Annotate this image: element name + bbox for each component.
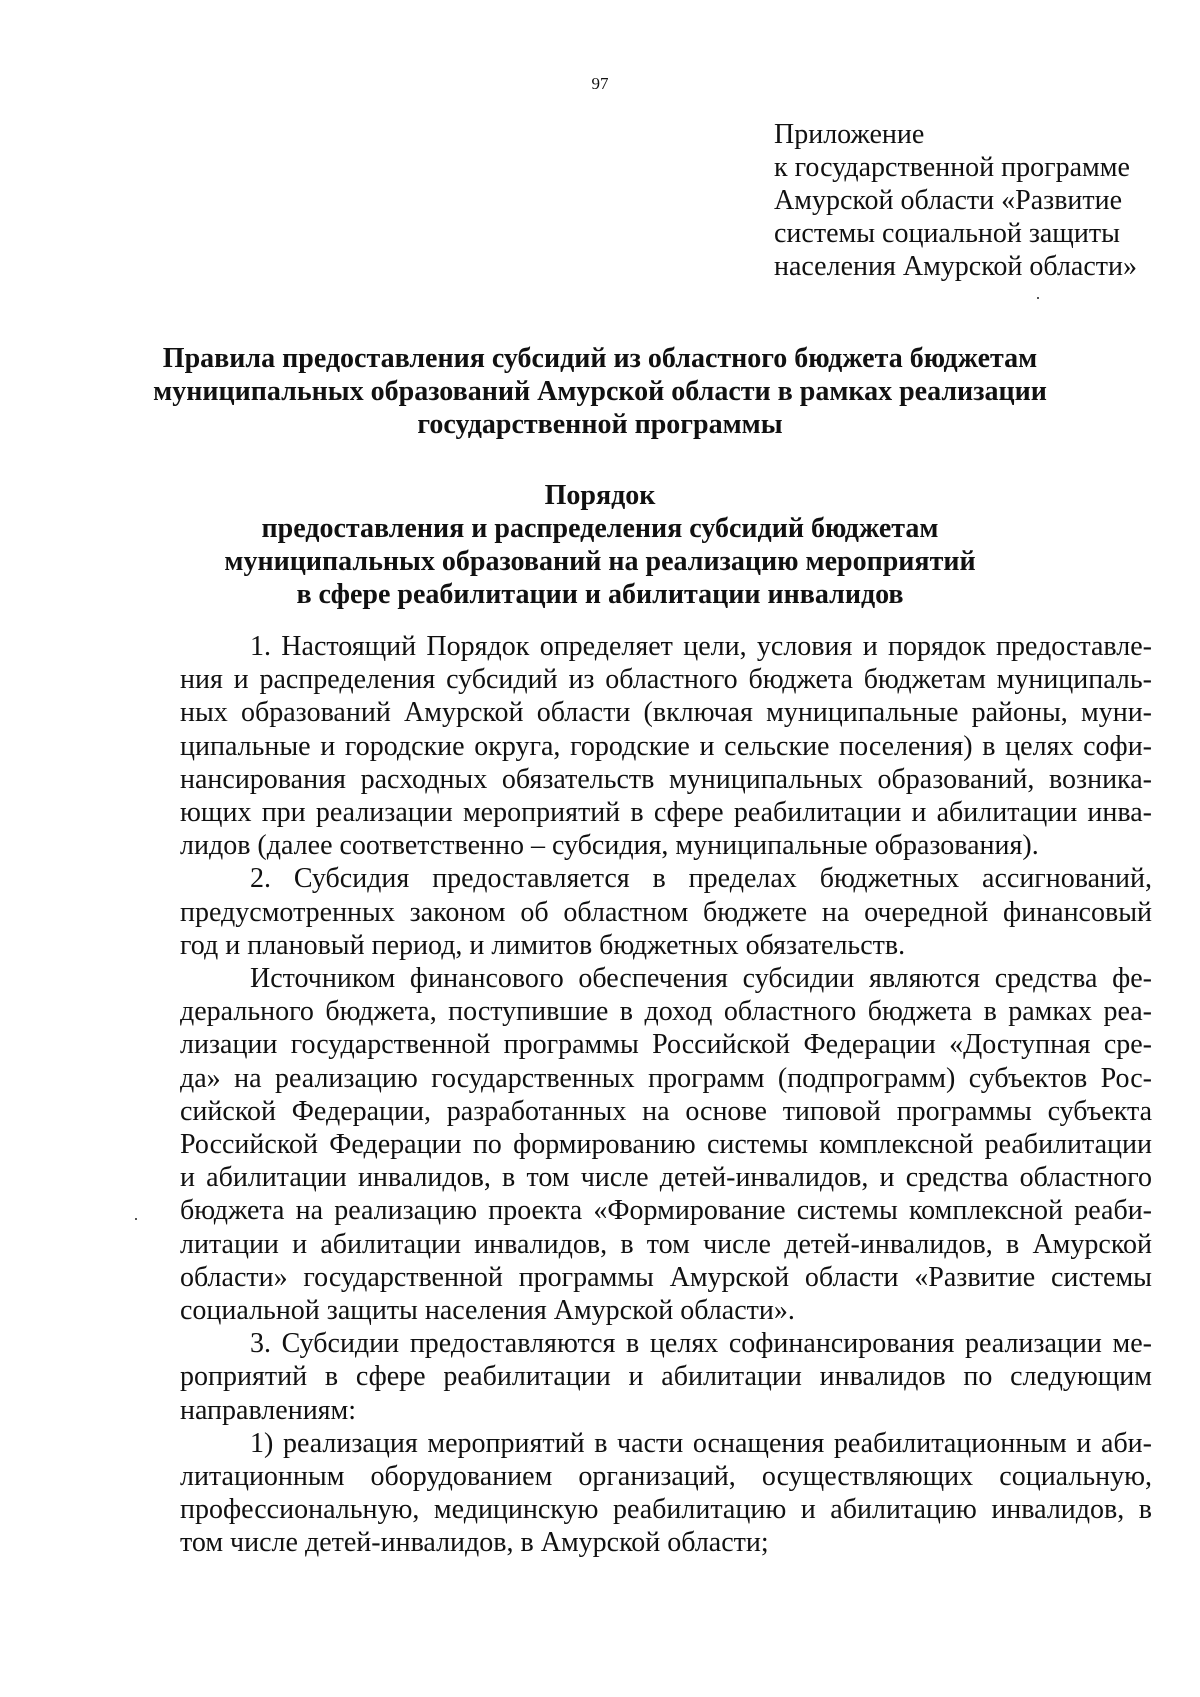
text-line: ных образований Амурской области (включая муниципальные районы, муни- (180, 697, 1152, 729)
text-line: 2. Субсидия предоставляется в пределах бюджетных ассигнований, (250, 863, 1152, 895)
text-line: социальной защиты населения Амурской области». (180, 1295, 795, 1327)
subtitle-line: предоставления и распределения субсидий бюджетам (261, 513, 939, 544)
title-line: государственной программы (417, 409, 783, 440)
text-line: лидов (далее соответственно – субсидия, муниципальные образования). (180, 830, 1039, 862)
appendix-line: Амурской области «Развитие (774, 185, 1123, 216)
document-body (180, 630, 1152, 1560)
text-line: Российской Федерации по формированию системы комплексной реабилитации (180, 1129, 1152, 1161)
subtitle-line: в сфере реабилитации и абилитации инвалидов (296, 579, 904, 610)
text-line: нансирования расходных обязательств муниципальных образований, возника- (180, 763, 1152, 795)
text-line: и абилитации инвалидов, в том числе детей-инвалидов, и средства областного (180, 1162, 1152, 1194)
text-line: области» государственной программы Амурской области «Развитие системы (180, 1261, 1152, 1293)
text-line: том числе детей-инвалидов, в Амурской области; (180, 1527, 769, 1559)
text-line: роприятий в сфере реабилитации и абилитации инвалидов по следующим (180, 1361, 1152, 1393)
appendix-line: населения Амурской области» (774, 251, 1137, 282)
text-line: 3. Субсидии предоставляются в целях софинансирования реализации ме- (250, 1328, 1152, 1360)
paragraph-3-item-1 (180, 1427, 1152, 1560)
text-line: 1. Настоящий Порядок определяет цели, условия и порядок предоставле- (250, 631, 1152, 662)
scan-speck (1037, 297, 1039, 299)
subtitle-line: Порядок (544, 480, 656, 511)
scan-speck (135, 1218, 137, 1220)
appendix-line: Приложение (774, 119, 925, 150)
paragraph-3 (180, 1327, 1152, 1427)
text-line: лизации государственной программы Российской Федерации «Доступная сре- (180, 1029, 1152, 1061)
paragraph-1 (180, 630, 1152, 862)
appendix-line: к государственной программе (774, 152, 1130, 183)
text-line: бюджета на реализацию проекта «Формирование системы комплексной реаби- (180, 1195, 1152, 1227)
subtitle-line: муниципальных образований на реализацию мероприятий (224, 546, 976, 577)
text-line: да» на реализацию государственных программ (подпрограмм) субъектов Рос- (180, 1062, 1152, 1094)
text-line: год и плановый период, и лимитов бюджетных обязательств. (180, 929, 906, 961)
text-line: ния и распределения субсидий из областного бюджета бюджетам муниципаль- (180, 664, 1152, 696)
text-line: литации и абилитации инвалидов, в том числе детей-инвалидов, в Амурской (180, 1228, 1152, 1260)
text-line: Источником финансового обеспечения субсидии являются средства фе- (250, 963, 1152, 995)
appendix-note (774, 118, 1174, 283)
text-line: ципальные и городские округа, городские и сельские поселения) в целях софи- (180, 730, 1152, 762)
page-number: 97 (591, 74, 609, 93)
text-line: дерального бюджета, поступившие в доход областного бюджета в рамках реа- (180, 996, 1152, 1028)
text-line: ющих при реализации мероприятий в сфере реабилитации и абилитации инва- (180, 797, 1152, 829)
text-line: 1) реализация мероприятий в части оснащения реабилитационным и аби- (250, 1427, 1152, 1459)
text-line: профессиональную, медицинскую реабилитацию и абилитацию инвалидов, в (180, 1494, 1152, 1526)
paragraph-funding-source (180, 962, 1152, 1327)
text-line: направлениям: (180, 1394, 357, 1426)
text-line: литационным оборудованием организаций, осуществляющих социальную, (180, 1461, 1152, 1493)
title-line: муниципальных образований Амурской области в рамках реализации (153, 376, 1047, 407)
appendix-line: системы социальной защиты (774, 218, 1120, 249)
title-line: Правила предоставления субсидий из областного бюджета бюджетам (162, 343, 1038, 374)
paragraph-2 (180, 862, 1152, 962)
document-headings (100, 342, 1100, 611)
text-line: предусмотренных законом об областном бюджете на очередной финансовый (180, 896, 1152, 928)
text-line: сийской Федерации, разработанных на основе типовой программы субъекта (180, 1095, 1152, 1127)
